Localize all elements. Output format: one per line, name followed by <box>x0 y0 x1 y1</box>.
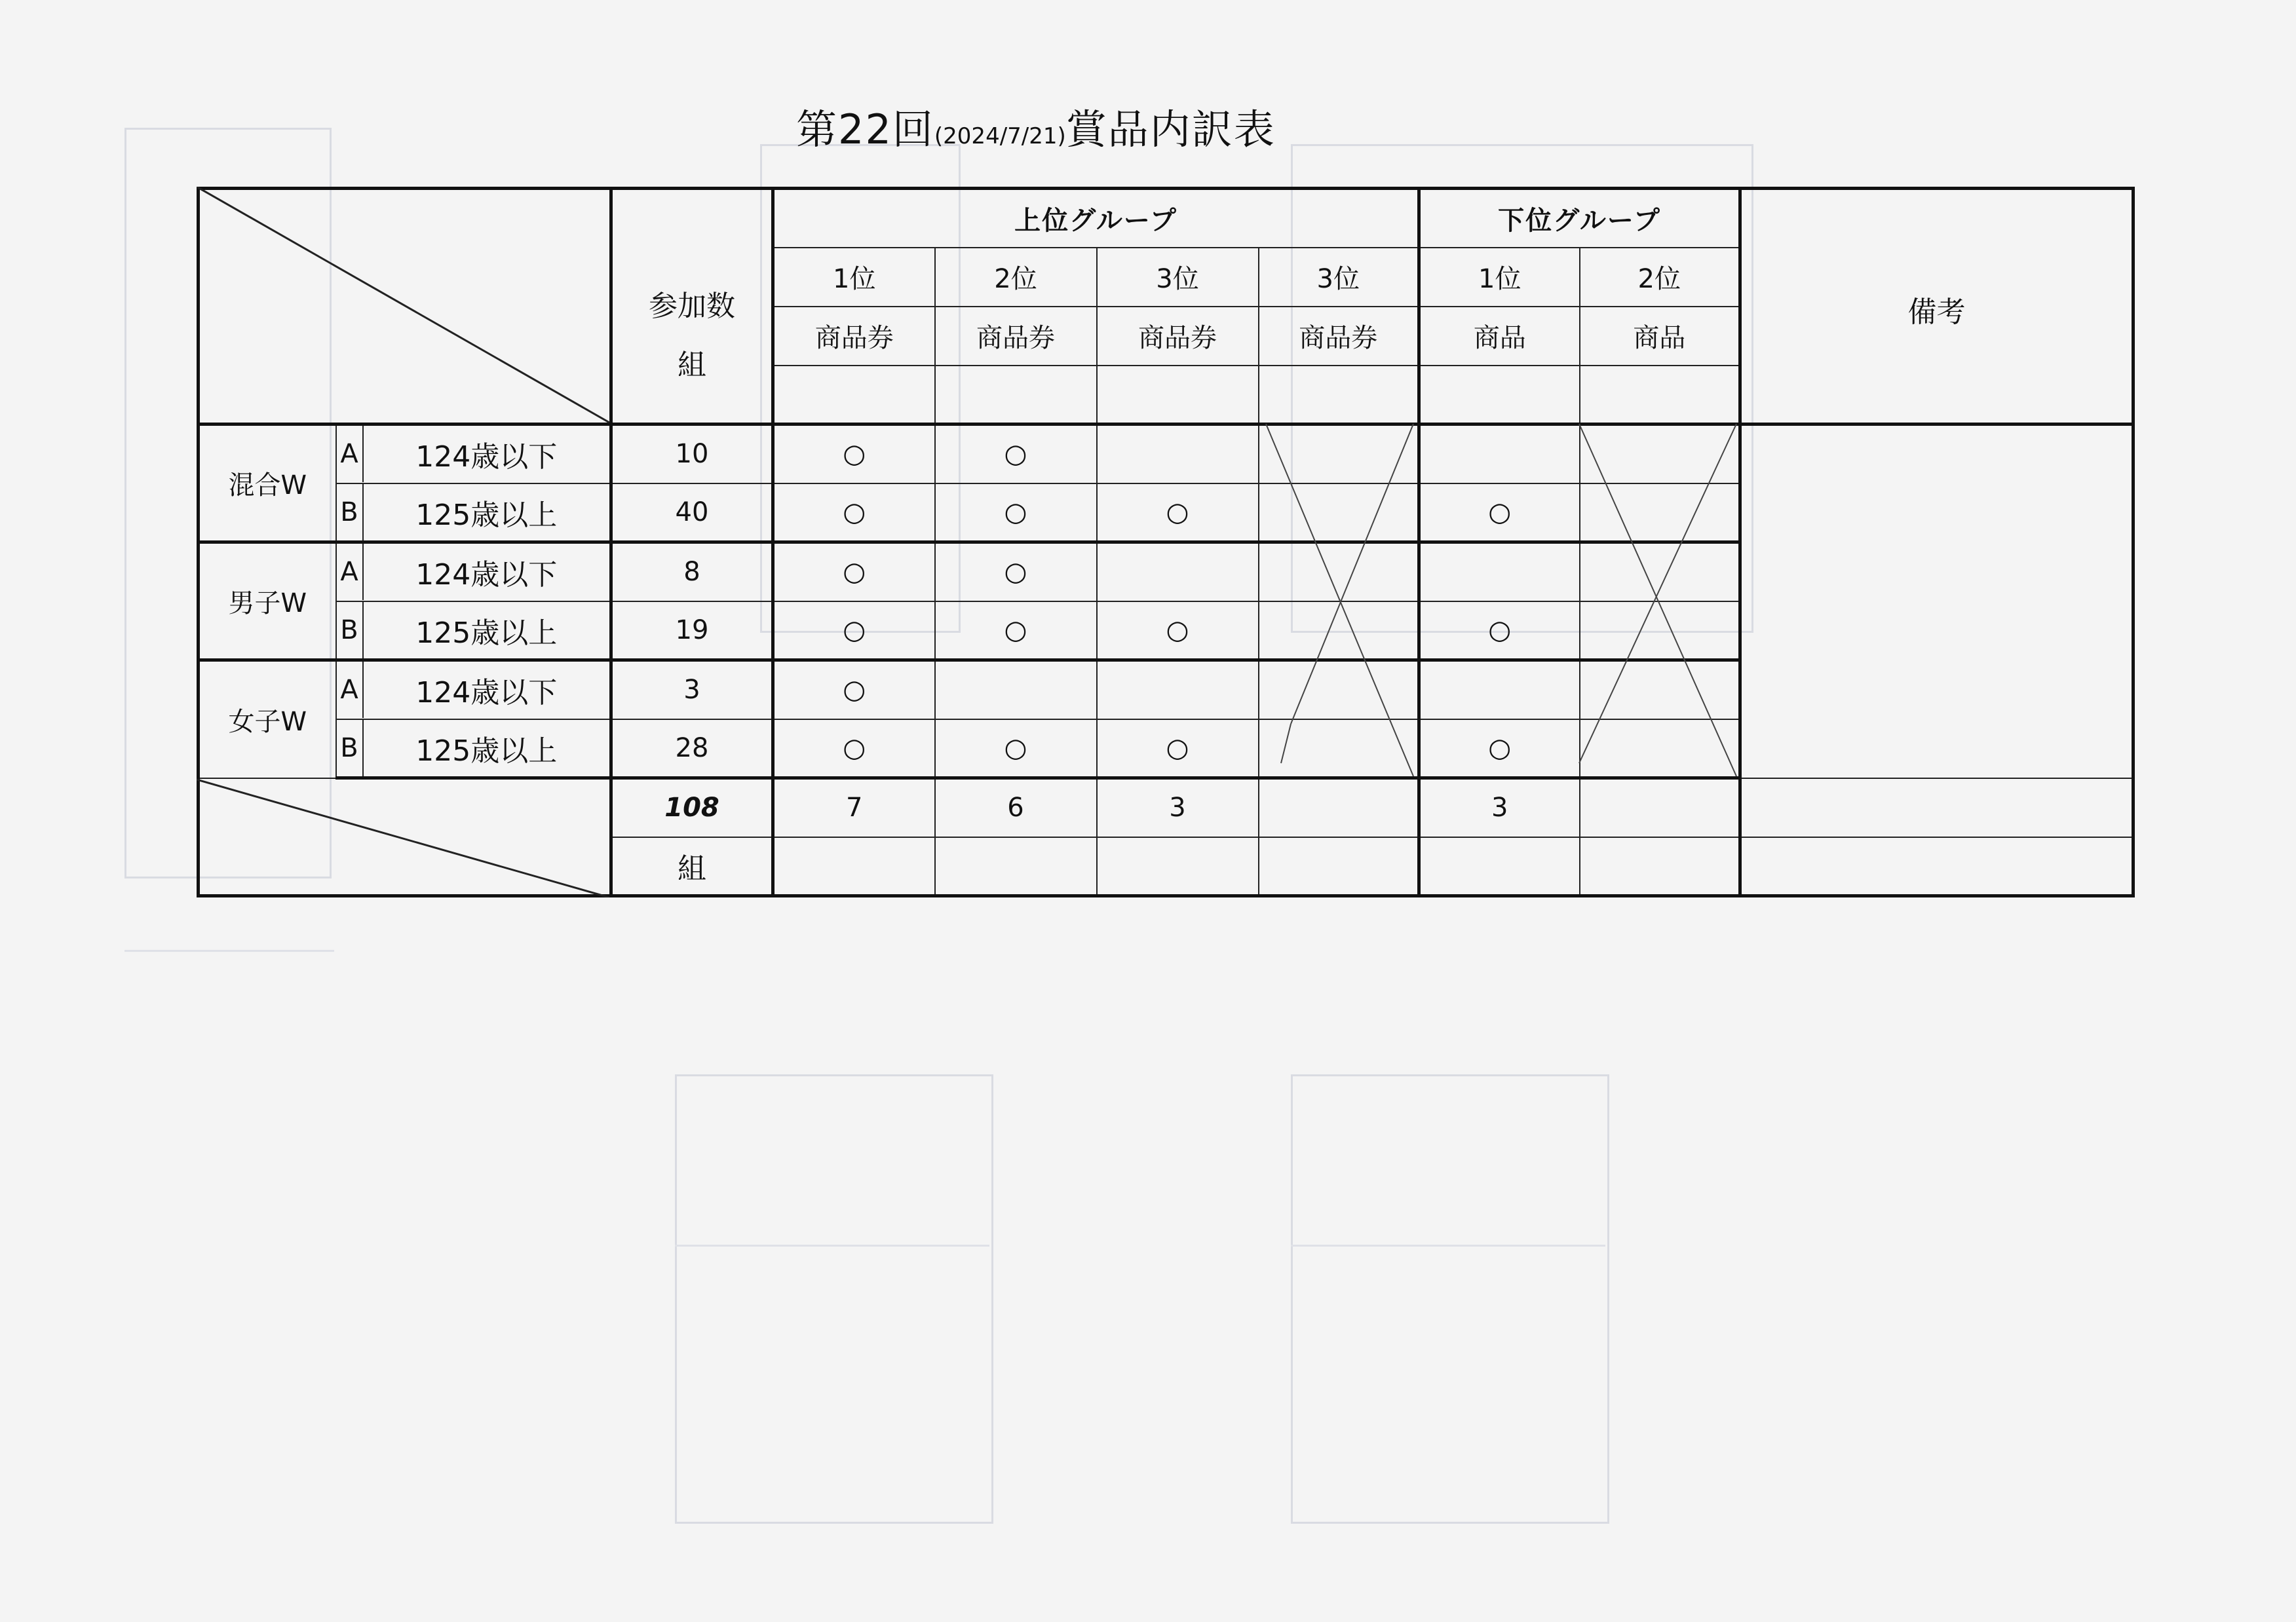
division-cell <box>336 424 611 483</box>
blank-cell <box>1419 366 1580 424</box>
rank-header: 3位 <box>1097 248 1259 307</box>
age-range: 124歳以下 <box>415 440 558 474</box>
upper-group-header: 上位グループ <box>773 189 1419 248</box>
award-mark: ○ <box>1419 601 1580 660</box>
age-range: 125歳以上 <box>415 616 558 650</box>
prize-header: 商品券 <box>1097 307 1259 366</box>
award-mark <box>1580 601 1740 660</box>
division-cell <box>336 483 611 542</box>
blank-cell <box>935 837 1097 896</box>
award-mark <box>1259 542 1419 601</box>
blank-cell <box>935 366 1097 424</box>
division-letter: A <box>337 426 363 482</box>
category-mixed: 混合W <box>199 424 336 542</box>
participant-count: 10 <box>611 424 773 483</box>
prize-table-sheet <box>197 187 2132 897</box>
award-mark: ○ <box>773 424 935 483</box>
prize-header: 商品券 <box>935 307 1097 366</box>
bleed-through-line <box>675 1245 989 1247</box>
award-mark <box>1259 424 1419 483</box>
award-mark: ○ <box>1097 483 1259 542</box>
age-range: 125歳以上 <box>415 734 558 768</box>
award-mark: ○ <box>1419 483 1580 542</box>
count-label: 参加数 <box>649 289 735 323</box>
participant-count: 3 <box>611 660 773 719</box>
category-women: 女子W <box>199 660 336 778</box>
rank-header: 3位 <box>1259 248 1419 307</box>
total-value: 7 <box>773 778 935 837</box>
award-mark <box>1259 483 1419 542</box>
blank-cell <box>1580 366 1740 424</box>
title-suffix: 賞品内訳表 <box>1065 105 1276 153</box>
title-date: (2024/7/21) <box>934 123 1066 149</box>
award-mark: ○ <box>935 542 1097 601</box>
count-header <box>611 189 773 424</box>
rank-header: 2位 <box>1580 248 1740 307</box>
award-mark <box>1097 542 1259 601</box>
blank-cell <box>773 837 935 896</box>
blank-cell <box>1259 837 1419 896</box>
bleed-through-frame <box>675 1074 993 1524</box>
award-mark: ○ <box>773 601 935 660</box>
bleed-through-line <box>124 950 334 952</box>
blank-cell <box>1259 366 1419 424</box>
award-mark: ○ <box>773 660 935 719</box>
rank-header: 1位 <box>1419 248 1580 307</box>
award-mark: ○ <box>1097 601 1259 660</box>
total-value: 3 <box>1419 778 1580 837</box>
participant-count: 19 <box>611 601 773 660</box>
division-letter: B <box>337 602 363 658</box>
award-mark: ○ <box>1097 719 1259 778</box>
prize-header: 商品 <box>1419 307 1580 366</box>
award-mark: ○ <box>935 601 1097 660</box>
award-mark: ○ <box>773 483 935 542</box>
award-mark <box>1259 719 1419 778</box>
award-mark <box>1419 424 1580 483</box>
rank-header: 2位 <box>935 248 1097 307</box>
award-mark: ○ <box>1419 719 1580 778</box>
participant-count: 8 <box>611 542 773 601</box>
award-mark: ○ <box>935 483 1097 542</box>
age-range: 124歳以下 <box>415 558 558 592</box>
division-letter: B <box>337 720 363 776</box>
award-mark: ○ <box>773 542 935 601</box>
award-mark <box>1259 601 1419 660</box>
division-cell <box>336 719 611 778</box>
blank-cell <box>1580 837 1740 896</box>
award-mark: ○ <box>935 424 1097 483</box>
award-mark <box>1419 660 1580 719</box>
total-unit: 組 <box>611 837 773 896</box>
division-cell <box>336 660 611 719</box>
total-count: 108 <box>611 778 773 837</box>
blank-cell <box>1740 837 2133 896</box>
division-cell <box>336 542 611 601</box>
prize-header: 商品券 <box>1259 307 1419 366</box>
award-mark <box>1580 424 1740 483</box>
blank-cell <box>1097 837 1259 896</box>
title-prefix: 第22回 <box>796 105 934 153</box>
bleed-through-line <box>1291 1245 1605 1247</box>
blank-cell <box>1097 366 1259 424</box>
page-title <box>796 97 1320 155</box>
rank-header: 1位 <box>773 248 935 307</box>
participant-count: 40 <box>611 483 773 542</box>
participant-count: 28 <box>611 719 773 778</box>
remarks-total-cell <box>1740 778 2133 837</box>
total-value <box>1580 778 1740 837</box>
award-mark <box>1580 542 1740 601</box>
remarks-header: 備考 <box>1740 189 2133 424</box>
total-value: 6 <box>935 778 1097 837</box>
totals-corner-cell <box>199 778 611 896</box>
award-mark: ○ <box>935 719 1097 778</box>
award-mark <box>1580 719 1740 778</box>
award-mark <box>1097 660 1259 719</box>
total-value: 3 <box>1097 778 1259 837</box>
age-range: 125歳以上 <box>415 498 558 532</box>
division-cell <box>336 601 611 660</box>
award-mark <box>935 660 1097 719</box>
prize-header: 商品 <box>1580 307 1740 366</box>
division-letter: A <box>337 662 363 718</box>
diagonal-corner-cell <box>199 189 611 424</box>
age-range: 124歳以下 <box>415 676 558 710</box>
award-mark <box>1419 542 1580 601</box>
award-mark: ○ <box>773 719 935 778</box>
category-men: 男子W <box>199 542 336 660</box>
division-letter: B <box>337 484 363 540</box>
prize-header: 商品券 <box>773 307 935 366</box>
remarks-cell <box>1740 424 2133 778</box>
count-unit-label: 組 <box>678 348 706 382</box>
blank-cell <box>773 366 935 424</box>
award-mark <box>1259 660 1419 719</box>
award-mark <box>1580 483 1740 542</box>
lower-group-header: 下位グループ <box>1419 189 1740 248</box>
award-mark <box>1097 424 1259 483</box>
award-mark <box>1580 660 1740 719</box>
blank-cell <box>1419 837 1580 896</box>
division-letter: A <box>337 544 363 600</box>
total-value <box>1259 778 1419 837</box>
bleed-through-frame <box>1291 1074 1609 1524</box>
prize-table <box>197 187 2135 897</box>
